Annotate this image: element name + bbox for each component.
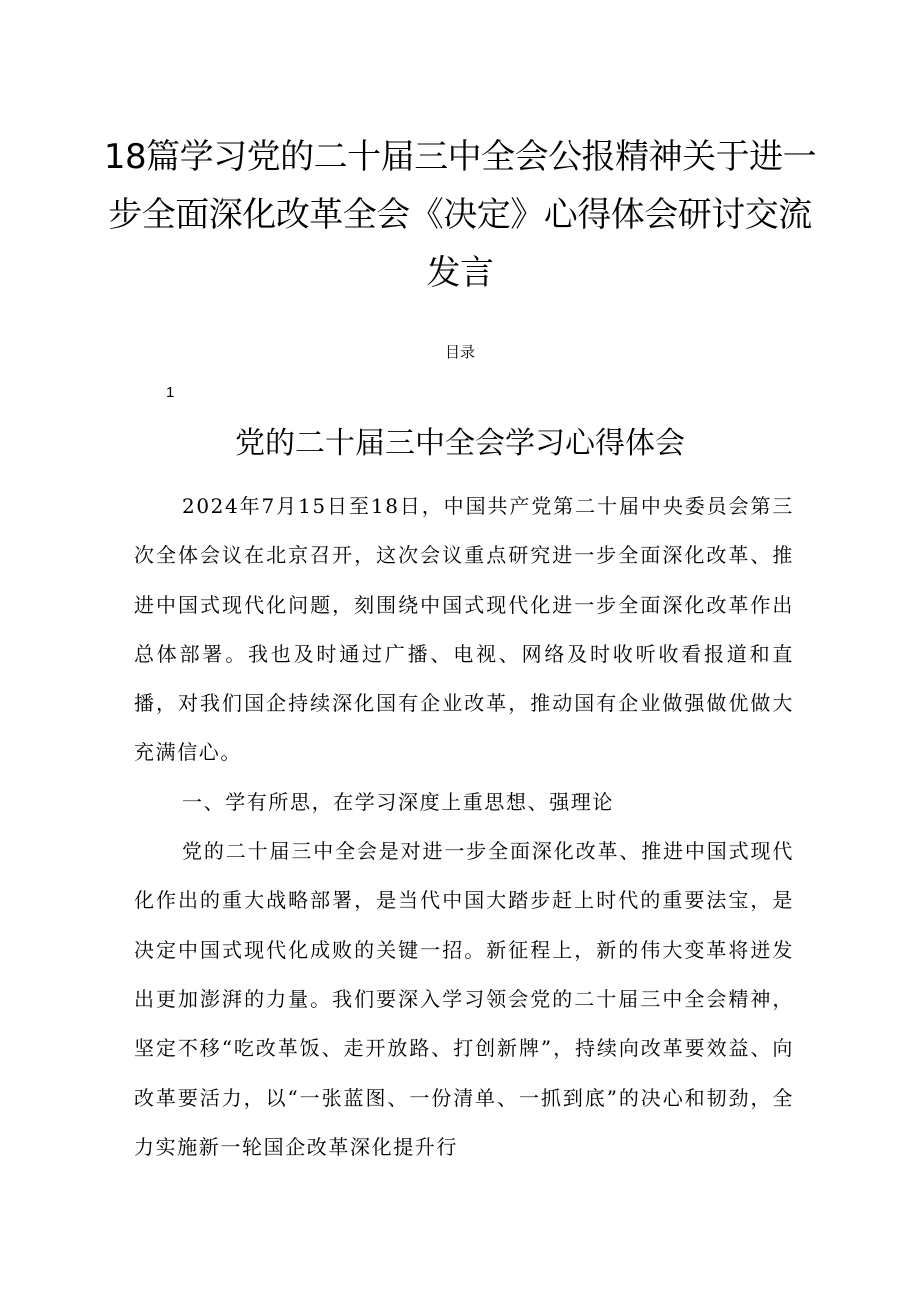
- subheading: 一、学有所思，在学习深度上重思想、强理论: [182, 789, 614, 814]
- toc-label: 目录: [444, 343, 475, 361]
- toc-item: 1: [166, 384, 175, 401]
- section-title: 党的二十届三中全会学习心得体会: [235, 426, 685, 461]
- section-body: [134, 482, 794, 1172]
- paragraph: 2024年7月15日至18日，中国共产党第二十届中央委员会第三次全体会议在北京召开，这次会议重点研究进一步全面深化改革、推进中国式现代化问题，刻围绕中国式现代化进一步全面深化改革作出总体部署。我也及时通过广播、电视、网络及时收听收看报道和直播，对我们国企持续深化国有企业改革，推动国有企业做强做优做大充满信心。: [134, 494, 794, 765]
- paragraph: 党的二十届三中全会是对进一步全面深化改革、推进中国式现代化作出的重大战略部署，是当代中国大踏步赶上时代的重要法宝，是决定中国式现代化成败的关键一招。新征程上，新的伟大变革将迸发出更加澎湃的力量。我们要深入学习领会党的二十届三中全会精神，坚定不移“吃改革饭、走开放路、打创新牌”，持续向改革要效益、向改革要活力，以“一张蓝图、一份清单、一抓到底”的决心和韧劲，全力实施新一轮国企改革深化提升行: [134, 839, 794, 1159]
- document-title: 18篇学习党的二十届三中全会公报精神关于进一步全面深化改革全会《决定》心得体会研讨交流发言: [103, 137, 817, 293]
